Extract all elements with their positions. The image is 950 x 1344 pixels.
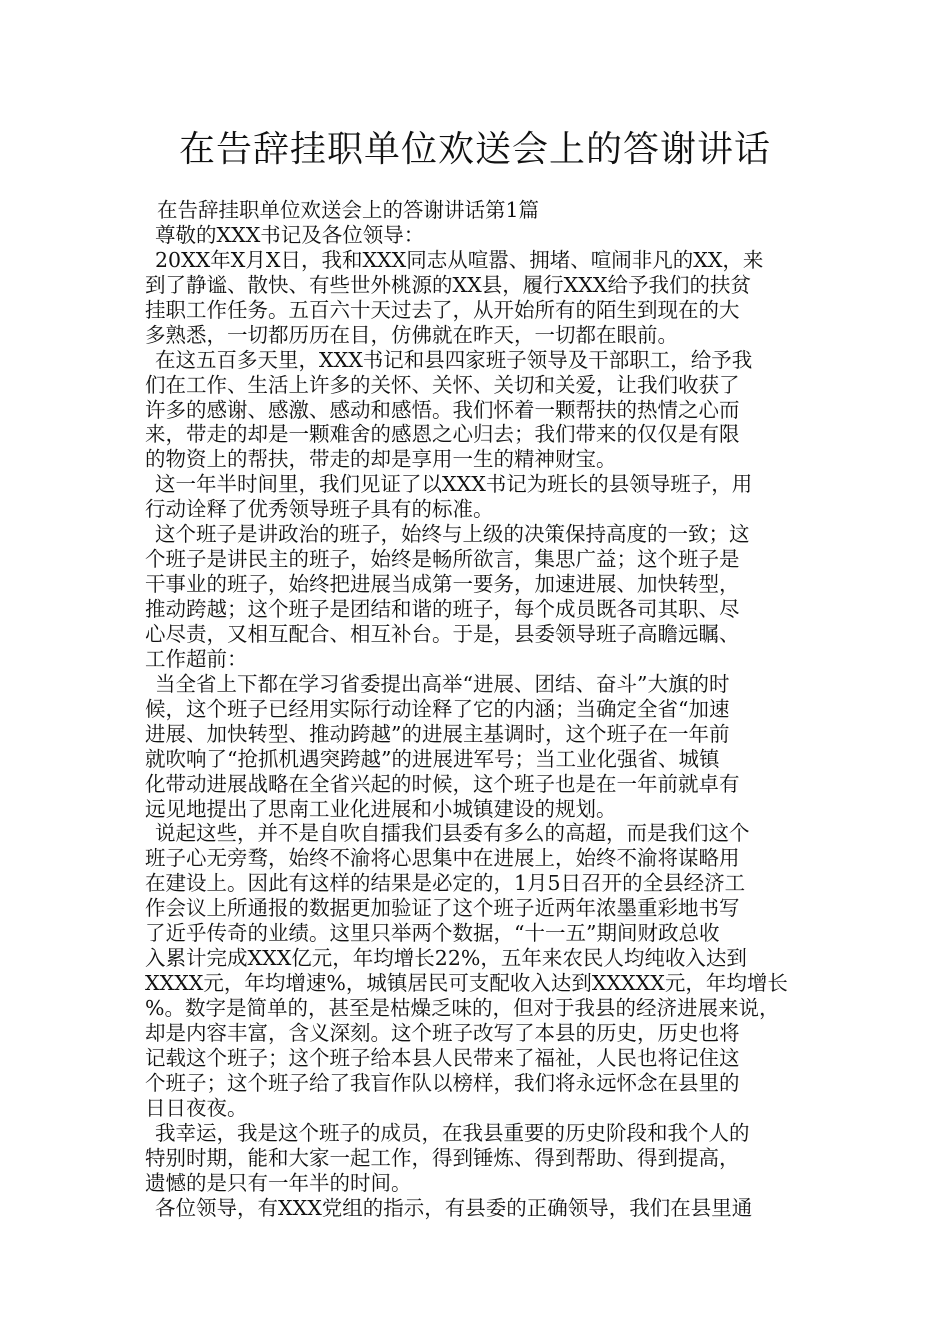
text-line: 行动诠释了优秀领导班子具有的标准。 <box>145 497 494 522</box>
text-line: 当全省上下都在学习省委提出高举“进展、团结、奋斗”大旗的时 <box>155 671 730 696</box>
text-line: 班子心无旁骛，始终不渝将心思集中在进展上，始终不渝将谋略用 <box>145 846 740 871</box>
text-line: 个班子；这个班子给了我盲作队以榜样，我们将永远怀念在县里的 <box>145 1070 740 1095</box>
text-line: 干事业的班子，始终把进展当成第一要务，加速进展、加快转型， <box>145 572 740 597</box>
text-line: 进展、加快转型、推动跨越”的进展主基调时，这个班子在一年前 <box>145 721 730 746</box>
text-line: 在建设上。因此有这样的结果是必定的，1月5日召开的全县经济工 <box>145 871 746 896</box>
text-line: 远见地提出了思南工业化进展和小城镇建设的规划。 <box>145 796 617 821</box>
text-line: 20XX年X月X日，我和XXX同志从喧嚣、拥堵、喧闹非凡的XX，来 <box>155 247 764 272</box>
text-line: %。数字是简单的，甚至是枯燥乏味的，但对于我县的经济进展来说， <box>145 996 780 1020</box>
text-line: 在这五百多天里，XXX书记和县四家班子领导及干部职工，给予我 <box>155 347 753 372</box>
text-line: 许多的感谢、感激、感动和感悟。我们怀着一颗帮扶的热情之心而 <box>145 397 740 422</box>
text-line: 各位领导，有XXX党组的指示，有县委的正确领导，我们在县里通 <box>155 1195 753 1220</box>
text-line: 这个班子是讲政治的班子，始终与上级的决策保持高度的一致；这 <box>155 522 750 547</box>
text-line: 说起这些，并不是自吹自擂我们县委有多么的高超，而是我们这个 <box>155 821 750 846</box>
text-line: 却是内容丰富，含义深刻。这个班子改写了本县的历史，历史也将 <box>145 1020 740 1045</box>
text-line: 候，这个班子已经用实际行动诠释了它的内涵；当确定全省“加速 <box>145 696 730 721</box>
salutation: 尊敬的XXX书记及各位领导： <box>155 222 425 247</box>
text-line: 到了静谧、散快、有些世外桃源的XX县，履行XXX给予我们的扶贫 <box>145 272 751 297</box>
text-line: 推动跨越；这个班子是团结和谐的班子，每个成员既各司其职、尽 <box>145 597 740 621</box>
text-line: 工作超前： <box>145 646 248 671</box>
text-line: 了近乎传奇的业绩。这里只举两个数据，“十一五”期间财政总收 <box>145 921 720 946</box>
text-line: 化带动进展战略在全省兴起的时候，这个班子也是在一年前就卓有 <box>145 771 740 796</box>
text-line: 特别时期，能和大家一起工作，得到锤炼、得到帮助、得到提高， <box>145 1145 740 1170</box>
document-title: 在告辞挂职单位欢送会上的答谢讲话 <box>178 129 771 170</box>
text-line: 日日夜夜。 <box>145 1095 248 1120</box>
text-line: 这一年半时间里，我们见证了以XXX书记为班长的县领导班子，用 <box>155 472 753 497</box>
text-line: 们在工作、生活上许多的关怀、关怀、关切和关爱，让我们收获了 <box>145 372 740 397</box>
section-heading: 在告辞挂职单位欢送会上的答谢讲话第1篇 <box>157 198 540 222</box>
text-line: 我幸运，我是这个班子的成员，在我县重要的历史阶段和我个人的 <box>155 1120 750 1145</box>
text-line: 作会议上所通报的数据更加验证了这个班子近两年浓墨重彩地书写 <box>145 896 740 921</box>
text-line: 多熟悉，一切都历历在目，仿佛就在昨天，一切都在眼前。 <box>145 322 678 347</box>
text-line: XXXX元，年均增速%，城镇居民可支配收入达到XXXXX元，年均增长 <box>145 971 788 996</box>
text-line: 的物资上的帮扶，带走的却是享用一生的精神财宝。 <box>145 447 617 472</box>
text-line: 来，带走的却是一颗难舍的感恩之心归去；我们带来的仅仅是有限 <box>145 422 740 447</box>
text-line: 遗憾的是只有一年半的时间。 <box>145 1170 412 1195</box>
text-line: 就吹响了“抢抓机遇突跨越”的进展进军号；当工业化强省、城镇 <box>145 746 720 771</box>
text-line: 记载这个班子；这个班子给本县人民带来了福祉，人民也将记住这 <box>145 1045 740 1070</box>
document-body <box>145 198 815 1220</box>
text-line: 个班子是讲民主的班子，始终是畅所欲言，集思广益；这个班子是 <box>145 547 740 572</box>
text-line: 挂职工作任务。五百六十天过去了，从开始所有的陌生到现在的大 <box>145 297 740 322</box>
text-line: 心尽责，又相互配合、相互补台。于是，县委领导班子高瞻远瞩、 <box>145 621 740 646</box>
text-line: 入累计完成XXX亿元，年均增长22%，五年来农民人均纯收入达到 <box>145 946 747 971</box>
